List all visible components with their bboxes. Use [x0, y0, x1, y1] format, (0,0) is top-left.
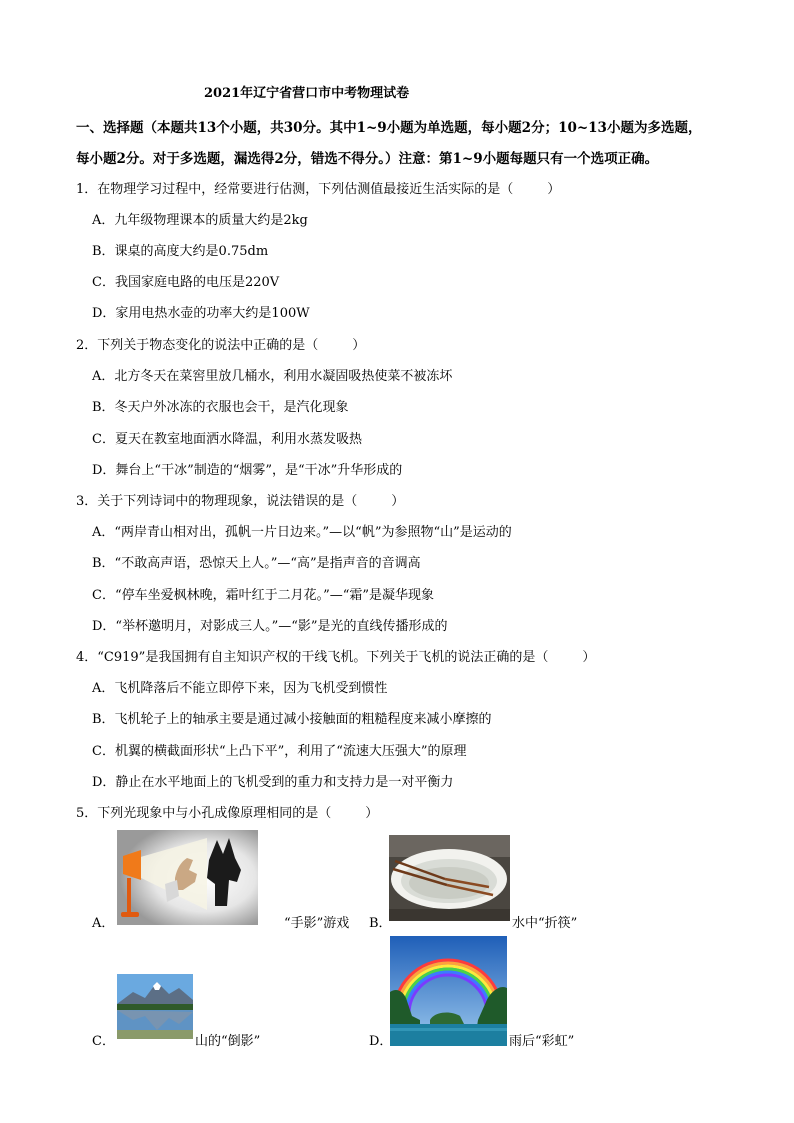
question-1-option-a: A．九年级物理课本的质量大约是2kg [92, 213, 308, 228]
page-title: 2021年辽宁省营口市中考物理试卷 [204, 86, 410, 101]
question-3-stem: 3．关于下列诗词中的物理现象，说法错误的是（ ） [76, 494, 405, 509]
section-header-line-1: 一、选择题（本题共13个小题，共30分。其中1~9小题为单选题，每小题2分；10~13小题为多选题， [76, 120, 702, 136]
question-4-option-d: D．静止在水平地面上的飞机受到的重力和支持力是一对平衡力 [92, 775, 454, 790]
rainbow-image [390, 936, 507, 1046]
question-3-option-d: D．“举杯邀明月，对影成三人。”—“影”是光的直线传播形成的 [92, 619, 448, 634]
question-4-stem: 4．“C919”是我国拥有自主知识产权的干线飞机。下列关于飞机的说法正确的是（ ） [76, 650, 596, 665]
question-3-option-a: A．“两岸青山相对出，孤帆一片日边来。”—以“帆”为参照物“山”是运动的 [92, 525, 512, 540]
question-4-option-a: A．飞机降落后不能立即停下来，因为飞机受到惯性 [92, 681, 388, 696]
hand-shadow-image [117, 830, 258, 925]
chopsticks-in-water-image [389, 835, 510, 921]
question-2-option-a: A．北方冬天在菜窖里放几桶水，利用水凝固吸热使菜不被冻坏 [92, 369, 453, 384]
option-a-caption: “手影”游戏 [284, 916, 350, 931]
question-2-stem: 2．下列关于物态变化的说法中正确的是（ ） [76, 338, 366, 353]
option-c-caption: 山的“倒影” [195, 1034, 261, 1049]
option-d-letter: D． [369, 1034, 393, 1049]
section-header-line-2: 每小题2分。对于多选题，漏选得2分，错选不得分。）注意：第1~9小题每题只有一个选项正确。 [76, 151, 659, 167]
question-2-option-c: C．夏天在教室地面洒水降温，利用水蒸发吸热 [92, 432, 362, 447]
mountain-reflection-image [117, 974, 193, 1039]
question-4-option-b: B．飞机轮子上的轴承主要是通过减小接触面的粗糙程度来减小摩擦的 [92, 712, 492, 727]
question-1-option-c: C．我国家庭电路的电压是220V [92, 275, 280, 290]
option-b-caption: 水中“折筷” [512, 916, 578, 931]
question-1-stem: 1．在物理学习过程中，经常要进行估测，下列估测值最接近生活实际的是（ ） [76, 182, 561, 197]
option-c-letter: C． [92, 1034, 115, 1049]
option-a-letter: A． [92, 916, 115, 931]
question-3-option-b: B．“不敢高声语，恐惊天上人。”—“高”是指声音的音调高 [92, 556, 421, 571]
question-1-option-b: B．课桌的高度大约是0.75dm [92, 244, 269, 259]
question-3-option-c: C．“停车坐爱枫林晚，霜叶红于二月花。”—“霜”是凝华现象 [92, 588, 435, 603]
question-5-stem: 5．下列光现象中与小孔成像原理相同的是（ ） [76, 806, 379, 821]
question-2-option-b: B．冬天户外冰冻的衣服也会干，是汽化现象 [92, 400, 349, 415]
option-d-caption: 雨后“彩虹” [509, 1034, 575, 1049]
question-1-option-d: D．家用电热水壶的功率大约是100W [92, 306, 310, 321]
question-2-option-d: D．舞台上“干冰”制造的“烟雾”，是“干冰”升华形成的 [92, 463, 403, 478]
option-b-letter: B． [369, 916, 392, 931]
question-4-option-c: C．机翼的横截面形状“上凸下平”，利用了“流速大压强大”的原理 [92, 744, 467, 759]
